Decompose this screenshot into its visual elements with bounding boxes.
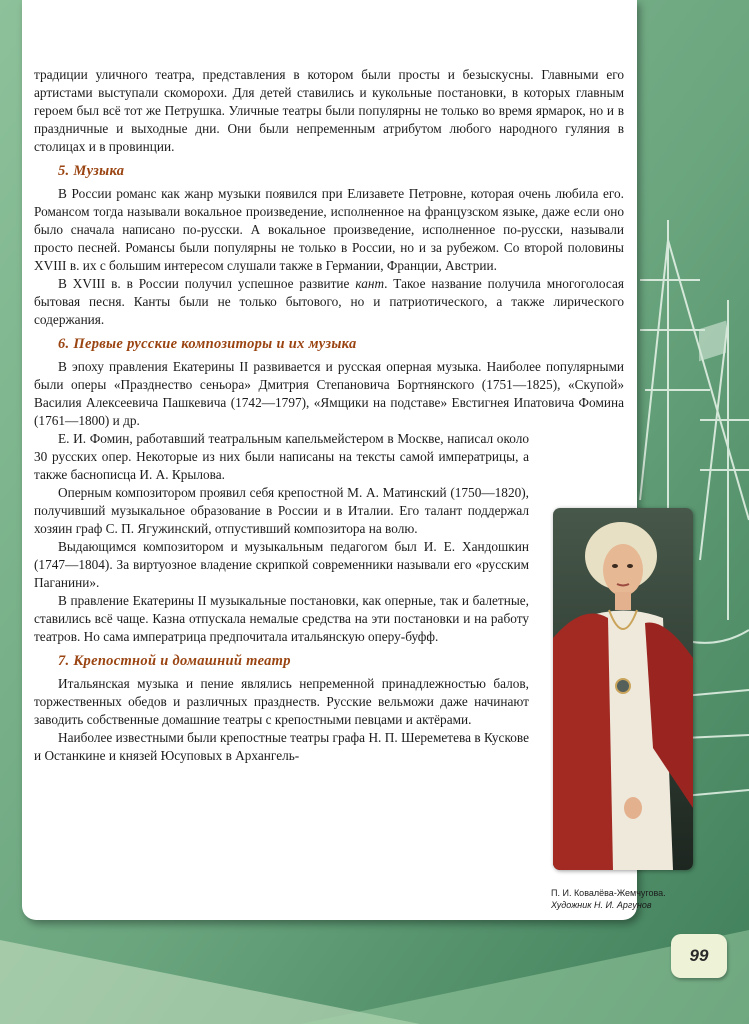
kant-text-before: В XVIII в. в России получил успешное развитие — [58, 276, 356, 291]
section-6-paragraph-5: В правление Екатерины II музыкальные постановки, как оперные, так и балетные, ставились всё чаще. Казна отпускала немалые средства на эти постановки и на работу театров. Но сама императрица предпочитала итальянскую оперу-буфф. — [34, 593, 529, 644]
page-number: 99 — [671, 934, 727, 978]
section-6-heading: 6. Первые русские композиторы и их музыка — [58, 336, 357, 352]
portrait-image — [553, 508, 693, 870]
caption-artist: Художник Н. И. Аргунов — [551, 900, 652, 910]
section-7-heading: 7. Крепостной и домашний театр — [58, 653, 291, 669]
section-5-paragraph-2 — [34, 275, 624, 329]
caption-sitter: П. И. Ковалёва-Жемчугова. — [551, 888, 666, 898]
section-6-paragraph-4: Выдающимся композитором и музыкальным педагогом был И. Е. Хандошкин (1747—1804). За виртуозное владение скрипкой современники называли его «русским Паганини». — [34, 539, 529, 590]
section-6-paragraph-1: В эпоху правления Екатерины II развивается и русская оперная музыка. Наиболее популярными были оперы «Празднество сеньора» Дмитрия Степановича Бортнянского (1751—1825), «Скупой» Василия Алексеевича Пашкевича (1742—1797), «Ямщики на подставе» Евстигнея Ипатовича Фомина (1761—1800) и др. — [34, 359, 624, 428]
section-7-paragraph-2: Наиболее известными были крепостные театры графа Н. П. Шереметева в Кускове и Останкине и князей Юсуповых в Архангель- — [34, 730, 529, 763]
portrait-caption — [551, 887, 731, 911]
section-6-paragraph-3: Оперным композитором проявил себя крепостной М. А. Матинский (1750—1820), получивший музыкальное образование в России и в Италии. Его талант поддержал хозяин граф С. П. Ягужинский, отпустивший композитора на волю. — [34, 485, 529, 536]
section-7-paragraph-1: Итальянская музыка и пение являлись непременной принадлежностью балов, торжественных обедов и различных празднеств. Русские вельможи даже начинают заводить собственные домашние театры с крепостными певцами и актёрами. — [34, 676, 529, 727]
section-5-heading: 5. Музыка — [58, 163, 125, 179]
portrait-woman-icon — [553, 508, 693, 870]
kant-text-after: . Такое название получила многоголосая бытовая песня. Канты были не только бытового, но и патриотического, а также лирического содержания. — [34, 276, 624, 327]
section-5-paragraph-1: В России романс как жанр музыки появился при Елизавете Петровне, которая очень любила его. Романсом тогда называли вокальное произведение, исполненное на французском языке, даже если оно было сначала написано по-русски. А вокальное произведение, исполненное по-русски, называли просто песней. Романсы были популярны не только в России, но и за рубежом. Со второй половины XVIII в. их с большим интересом слушали также в Германии, Франции, Австрии. — [34, 186, 624, 273]
section-6-paragraph-2: Е. И. Фомин, работавший театральным капельмейстером в Москве, написал около 30 русских опер. Некоторые из них были написаны на тексты самой императрицы, а также баснописца И. А. Крылова. — [34, 431, 529, 482]
main-text — [34, 66, 624, 765]
intro-paragraph: традиции уличного театра, представления в котором были просты и безыскусны. Главными его артистами выступали скоморохи. Для детей ставились и кукольные постановки, в которых главным героем был всё тот же Петрушка. Уличные театры были популярны не только во время ярмарок, но и в праздничные и выходные дни. Они были непременным атрибутом любого народного гуляния в столицах и в провинции. — [34, 67, 624, 154]
kant-term: кант — [355, 276, 385, 291]
